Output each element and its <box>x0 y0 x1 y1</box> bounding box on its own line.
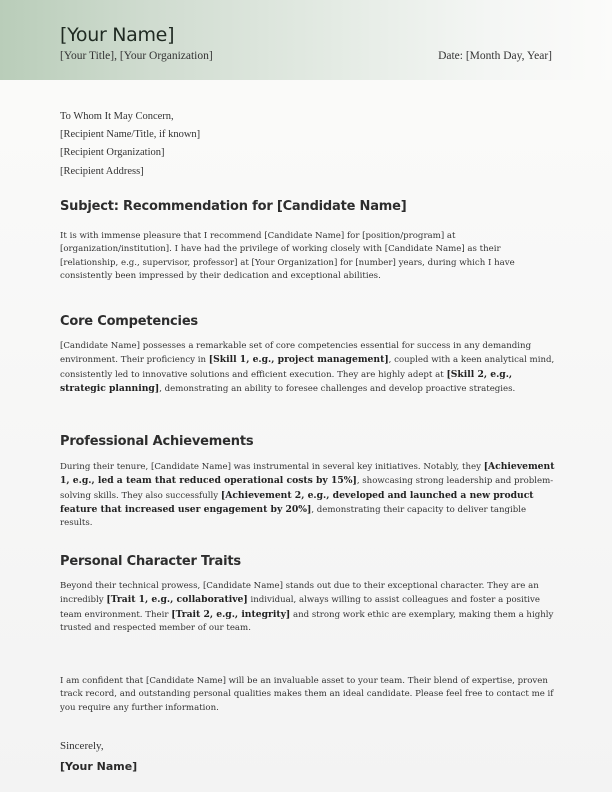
paragraph-text: , coupled with a keen analytical mind, consistently led to innovative solutions and efficient execution. They are highly adept at <box>60 355 555 380</box>
recipient-organization: [Recipient Organization] <box>60 147 165 159</box>
section-heading-personal-character-traits: Personal Character Traits <box>60 554 241 569</box>
recipient-name-title: [Recipient Name/Title, if known] <box>60 129 201 141</box>
sender-title-organization: [Your Title], [Your Organization] <box>60 50 213 62</box>
paragraph-text: individual, always willing to assist colleagues and foster a positive team environment. Their <box>60 595 540 620</box>
trait-1-placeholder: [Trait 1, e.g., collaborative] <box>106 594 248 606</box>
recipient-address: [Recipient Address] <box>60 165 144 177</box>
sender-name: [Your Name] <box>60 24 175 46</box>
skill-2-placeholder: [Skill 2, e.g., strategic planning] <box>60 368 513 394</box>
subject-line: Subject: Recommendation for [Candidate Name] <box>60 199 407 214</box>
section-heading-professional-achievements: Professional Achievements <box>60 434 254 449</box>
paragraph-text: , showcasing strong leadership and problem-solving skills. They also successfully <box>60 476 554 501</box>
paragraph-text: , demonstrating their capacity to deliver tangible results. <box>60 504 527 529</box>
skill-1-placeholder: [Skill 1, e.g., project management] <box>208 354 389 366</box>
core-competencies-paragraph <box>60 340 555 396</box>
achievement-1-placeholder: [Achievement 1, e.g., led a team that reduced operational costs by 15%] <box>60 461 555 487</box>
paragraph-text: Beyond their technical prowess, [Candidate Name] stands out due to their exceptional character. They are an incredibly <box>60 581 539 606</box>
closing-salutation: Sincerely, <box>60 740 104 752</box>
letterhead-banner <box>0 0 612 80</box>
achievement-2-placeholder: [Achievement 2, e.g., developed and launched a new product feature that increased user engagement by 20%] <box>60 489 534 515</box>
letter-date: Date: [Month Day, Year] <box>438 50 552 62</box>
professional-achievements-paragraph <box>60 460 555 530</box>
salutation: To Whom It May Concern, <box>60 111 174 122</box>
paragraph-text: [Candidate Name] possesses a remarkable set of core competencies essential for success in any demanding environment. Their proficiency in <box>60 341 532 366</box>
personal-traits-paragraph <box>60 580 555 635</box>
signature-name: [Your Name] <box>60 760 138 773</box>
paragraph-text: , demonstrating an ability to foresee challenges and develop proactive strategies. <box>159 383 516 394</box>
intro-paragraph: It is with immense pleasure that I recommend [Candidate Name] for [position/program] at [organization/institution]. I have had the privilege of working closely with [Candidate Name] as their [relationship, e.g., supervisor, professor] at [Your Organization] for [number] years, during which I have consistently been impressed by their dedication and exceptional abilities. <box>60 231 515 281</box>
paragraph-text: During their tenure, [Candidate Name] was instrumental in several key initiatives. Notably, they <box>60 462 484 472</box>
paragraph-text: and strong work ethic are exemplary, making them a highly trusted and respected member of our team. <box>60 609 554 633</box>
recipient-block <box>60 110 200 183</box>
trait-2-placeholder: [Trait 2, e.g., integrity] <box>171 608 291 620</box>
section-heading-core-competencies: Core Competencies <box>60 314 198 329</box>
conclusion-paragraph: I am confident that [Candidate Name] will be an invaluable asset to your team. Their blend of expertise, proven track record, and outstanding personal qualities makes them an ideal candidate. Please feel free to contact me if you require any further information. <box>60 676 554 713</box>
